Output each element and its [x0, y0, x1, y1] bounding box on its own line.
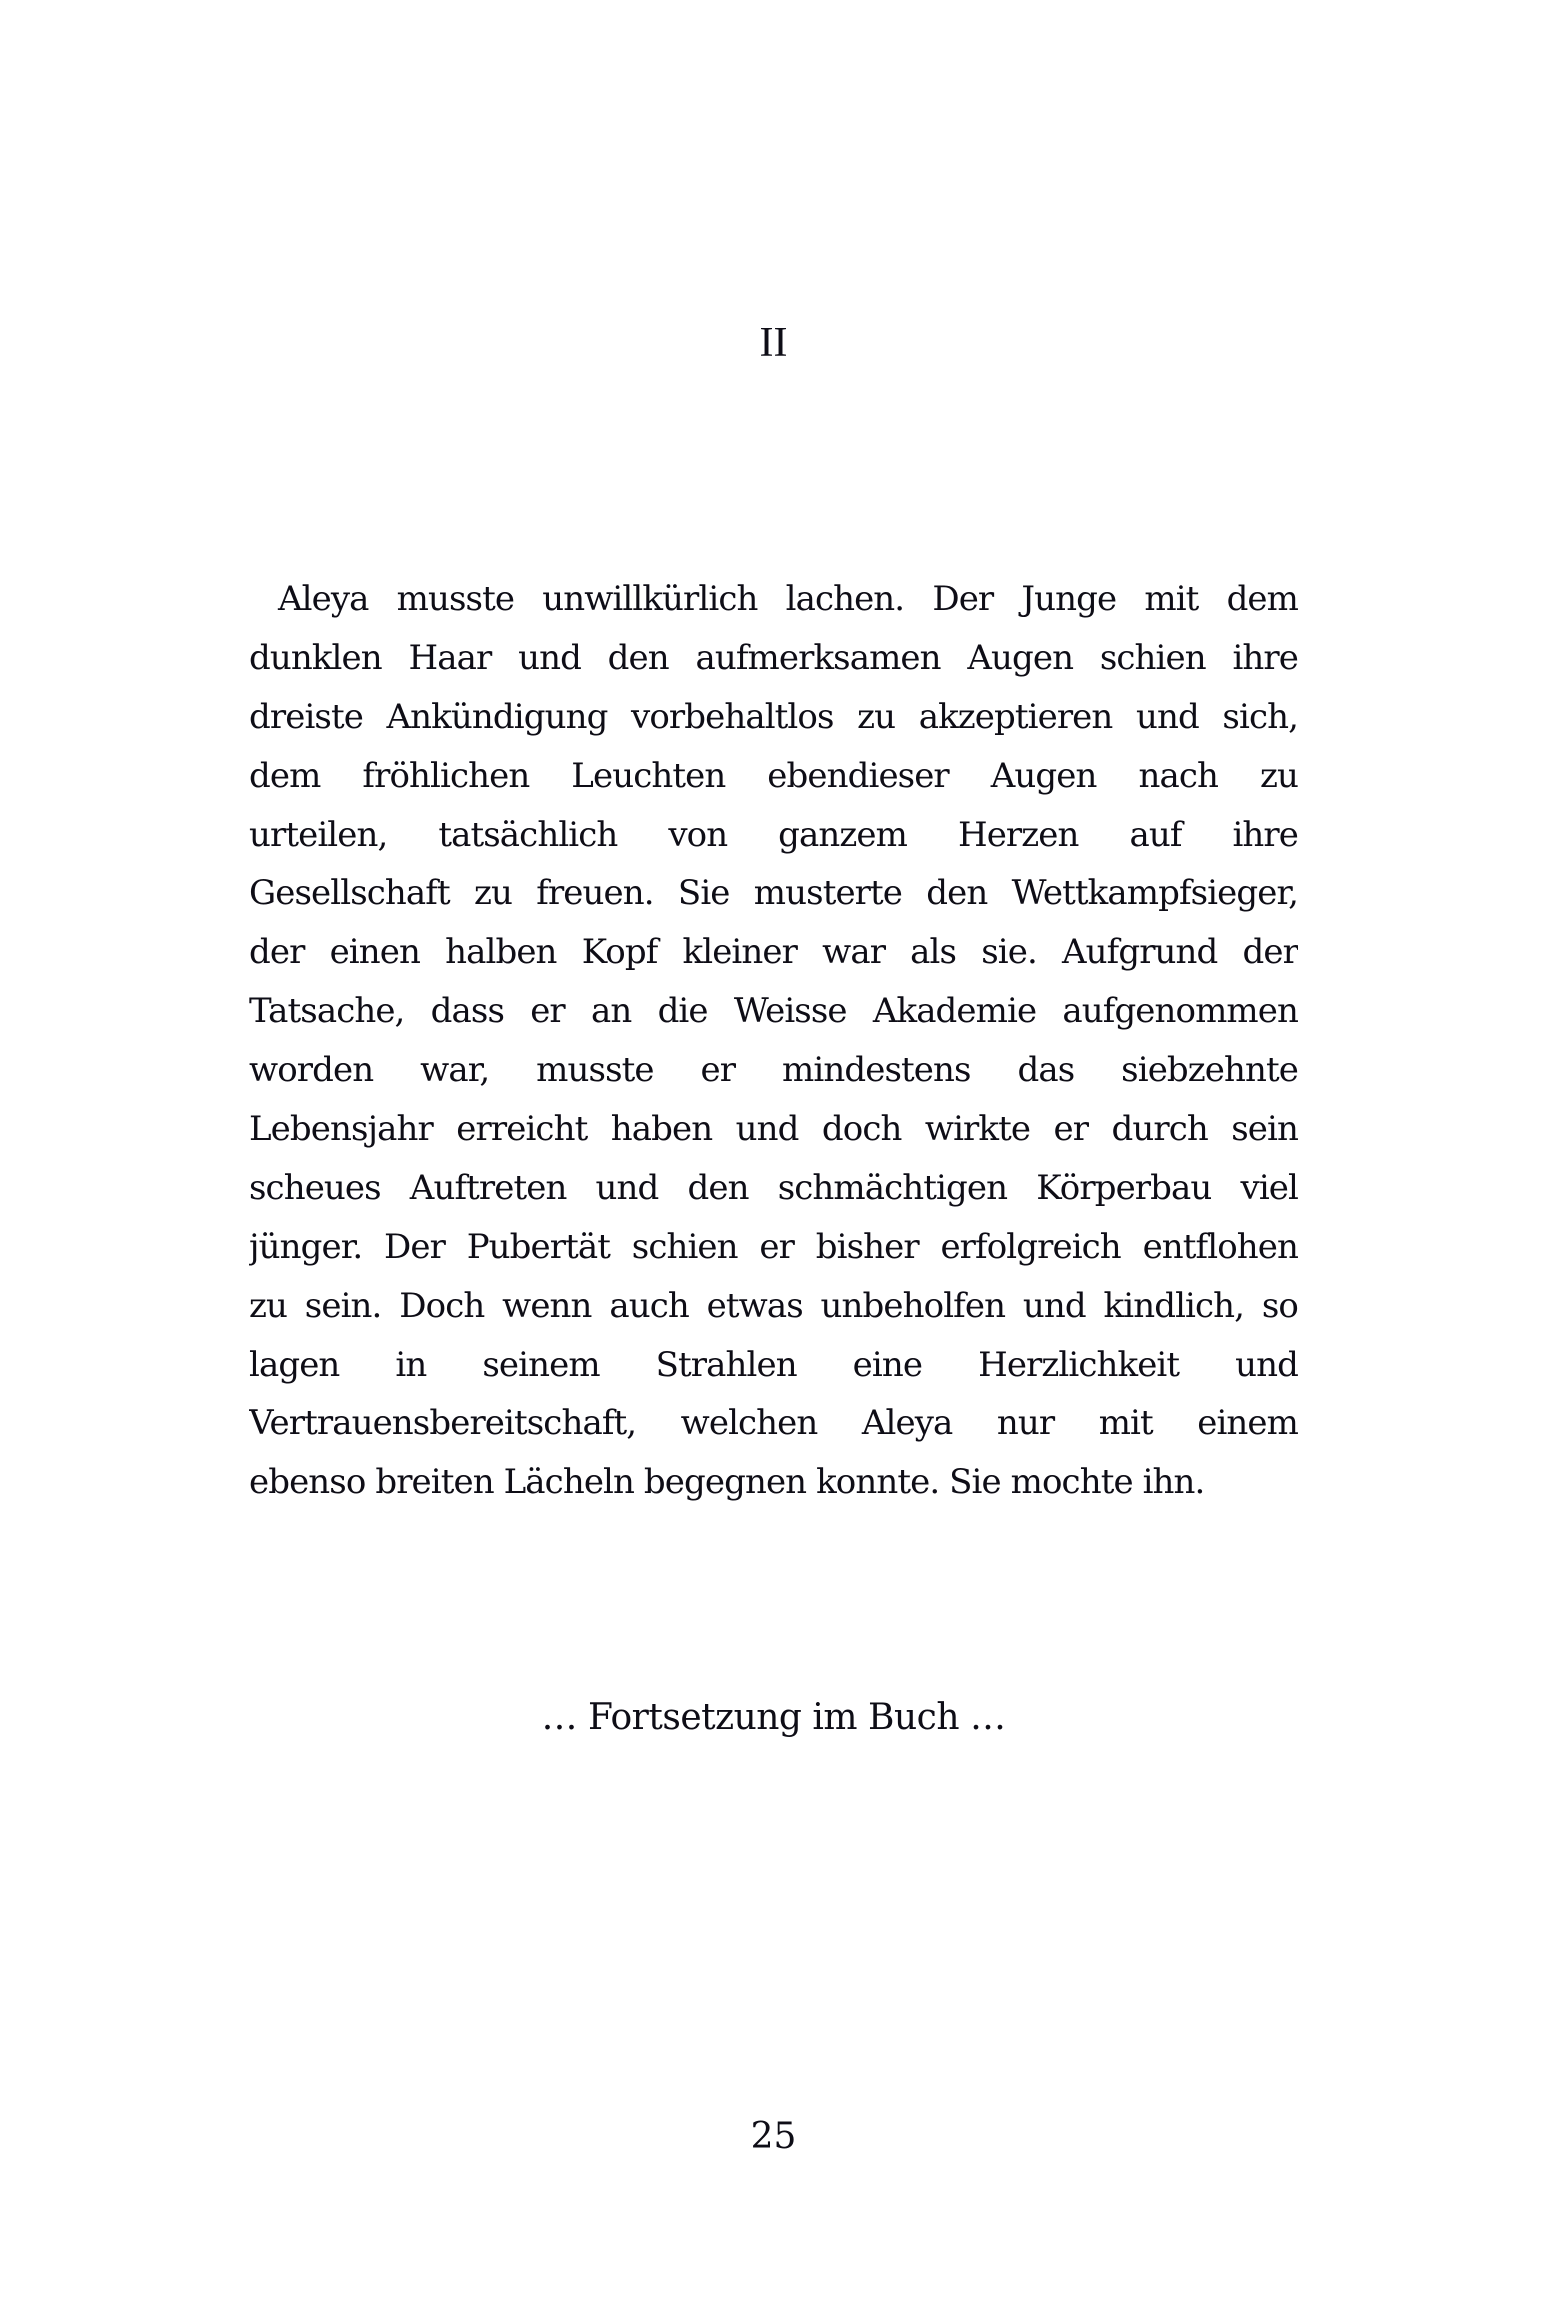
paragraph-line: ebenso breiten Lächeln begegnen konnte. Sie mochte ihn. — [249, 1462, 1205, 1503]
paragraph-line: dreiste Ankündigung vorbehaltlos zu akzeptieren und sich, — [249, 696, 1298, 737]
paragraph-line: der einen halben Kopf kleiner war als sie. Aufgrund der — [249, 932, 1298, 973]
paragraph-line: jünger. Der Pubertät schien er bisher erfolgreich entflohen — [249, 1226, 1298, 1267]
paragraph-line: urteilen, tatsächlich von ganzem Herzen auf ihre — [249, 814, 1298, 855]
chapter-heading: II — [759, 320, 788, 366]
paragraph-line: dunklen Haar und den aufmerksamen Augen schien ihre — [249, 637, 1298, 678]
paragraph-line: worden war, musste er mindestens das siebzehnte — [249, 1050, 1298, 1091]
paragraph-line: Tatsache, dass er an die Weisse Akademie aufgenommen — [249, 991, 1298, 1032]
paragraph-line: zu sein. Doch wenn auch etwas unbeholfen und kindlich, so — [249, 1285, 1298, 1326]
paragraph-line: lagen in seinem Strahlen eine Herzlichkeit und — [249, 1344, 1298, 1385]
page-number: 25 — [750, 2116, 797, 2157]
paragraph-line: scheues Auftreten und den schmächtigen Körperbau viel — [249, 1167, 1298, 1208]
paragraph-line: Lebensjahr erreicht haben und doch wirkte er durch sein — [249, 1109, 1298, 1150]
body-paragraph — [249, 570, 1298, 1512]
paragraph-line: Aleya musste unwillkürlich lachen. Der Junge mit dem — [278, 579, 1298, 619]
continuation-note: … Fortsetzung im Buch … — [541, 1697, 1006, 1738]
paragraph-line: dem fröhlichen Leuchten ebendieser Augen nach zu — [249, 755, 1298, 796]
paragraph-line: Vertrauensbereitschaft, welchen Aleya nur mit einem — [249, 1403, 1298, 1444]
paragraph-line: Gesellschaft zu freuen. Sie musterte den Wettkampfsieger, — [249, 873, 1298, 914]
